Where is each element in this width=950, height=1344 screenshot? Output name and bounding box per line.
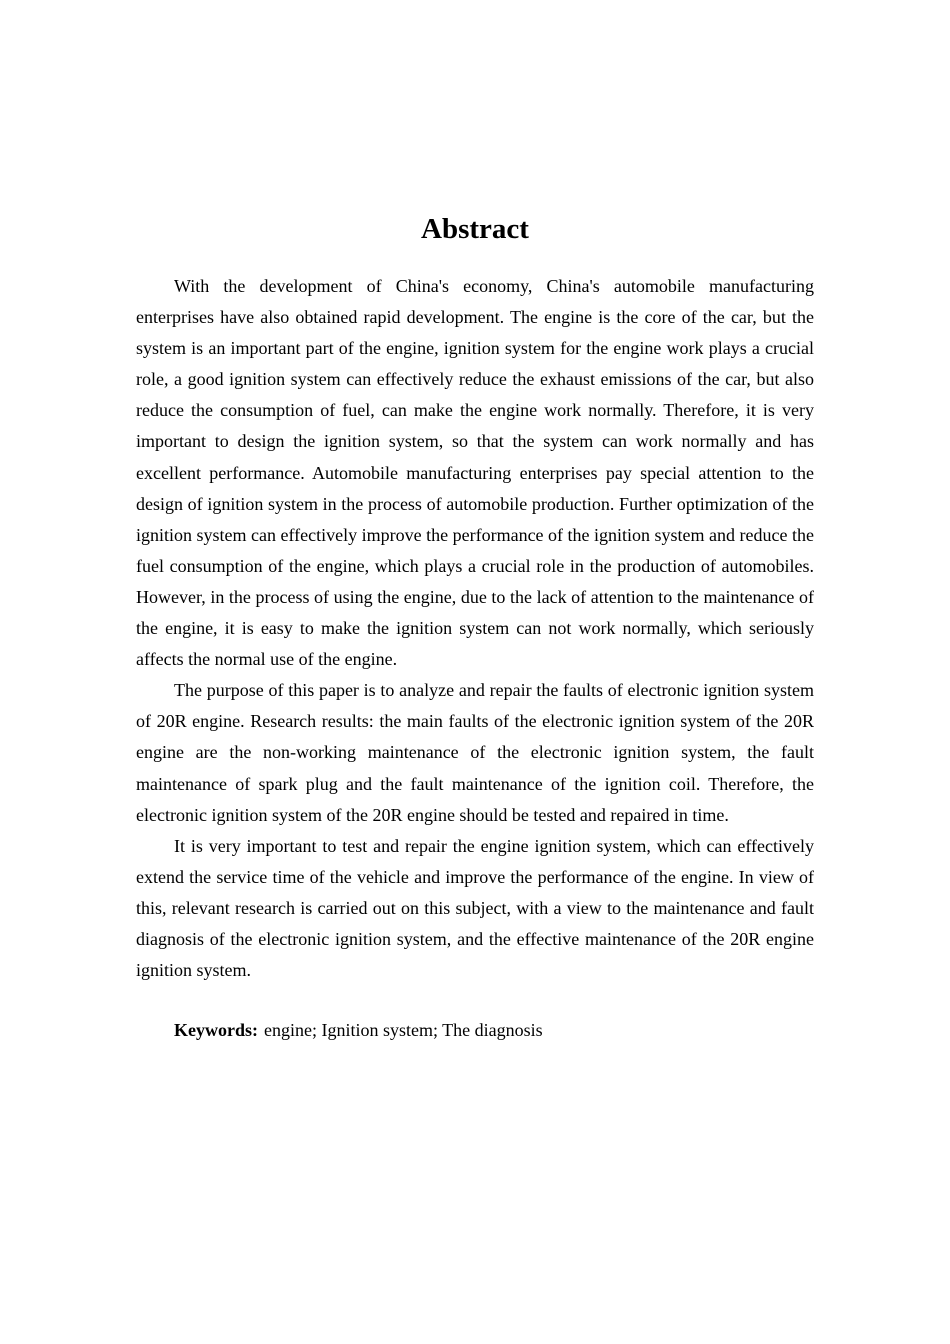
keywords-label: Keywords: bbox=[174, 1020, 258, 1041]
abstract-page bbox=[136, 211, 814, 1046]
keywords-text: engine; Ignition system; The diagnosis bbox=[264, 1020, 543, 1041]
abstract-paragraph-3: It is very important to test and repair the engine ignition system, which can effectively extend the service time of the vehicle and improve the performance of the engine. In view of this, relevant research is carried out on this subject, with a view to the maintenance and fault diagnosis of the electronic ignition system, and the effective maintenance of the 20R engine ignition system. bbox=[136, 835, 814, 981]
abstract-title: Abstract bbox=[421, 213, 529, 245]
abstract-paragraph-1: With the development of China's economy, China's automobile manufacturing enterprises have also obtained rapid development. The engine is the core of the car, but the system is an important part of the engine, ignition system for the engine work plays a crucial role, a good ignition system can effectively reduce the exhaust emissions of the car, but also reduce the consumption of fuel, can make the engine work normally. Therefore, it is very important to design the ignition system, so that the system can work normally and has excellent performance. Automobile manufacturing enterprises pay special attention to the design of ignition system in the process of automobile production. Further optimization of the ignition system can effectively improve the performance of the ignition system and reduce the fuel consumption of the engine, which plays a crucial role in the production of automobiles. However, in the process of using the engine, due to the lack of attention to the maintenance of the engine, it is easy to make the ignition system can not work normally, which seriously affects the normal use of the engine. bbox=[136, 276, 814, 670]
abstract-paragraph-2: The purpose of this paper is to analyze and repair the faults of electronic ignition system of 20R engine. Research results: the main faults of the electronic ignition system of the 20R engine are the non-working maintenance of the electronic ignition system, the fault maintenance of spark plug and the fault maintenance of the ignition coil. Therefore, the electronic ignition system of the 20R engine should be tested and repaired in time. bbox=[136, 680, 814, 825]
keywords-line bbox=[136, 1015, 814, 1046]
